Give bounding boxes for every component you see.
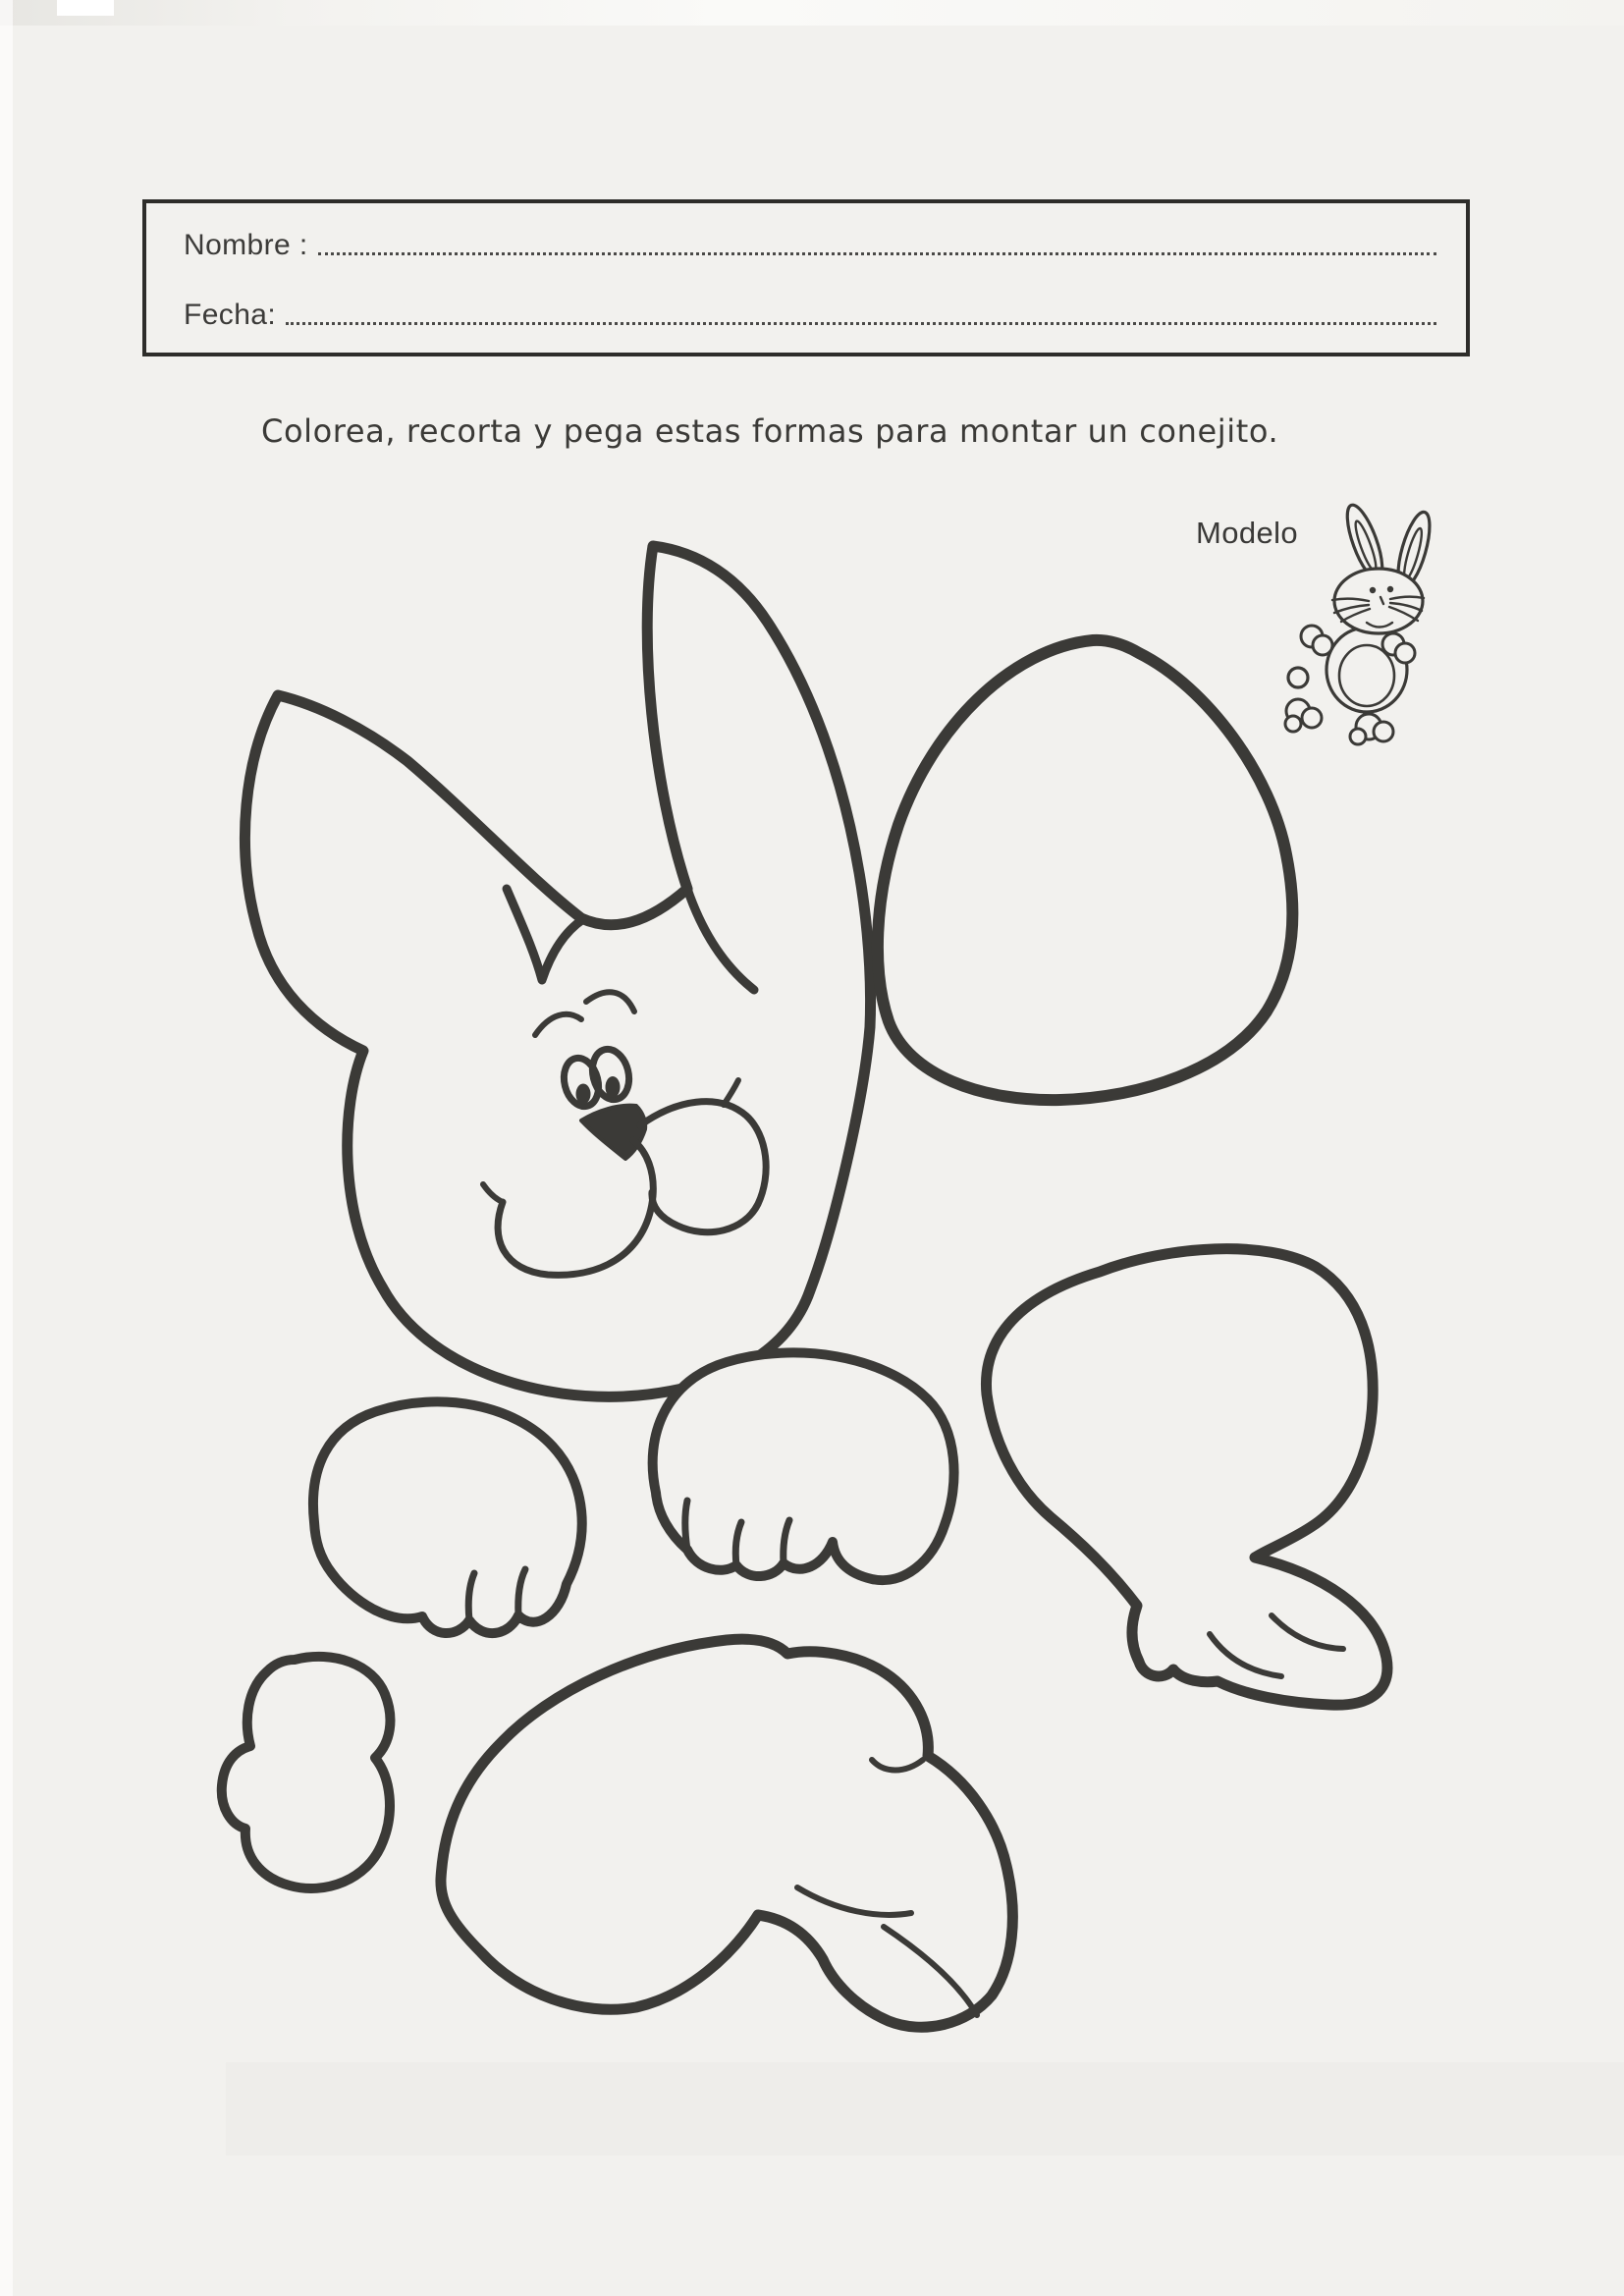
right-front-paw-shape xyxy=(653,1352,954,1580)
name-label: Nombre : xyxy=(184,229,308,261)
egg-body-shape xyxy=(878,640,1292,1100)
hind-foot-shape xyxy=(441,1639,1012,2027)
instruction-text: Colorea, recorta y pega estas formas para montar un conejito. xyxy=(261,412,1279,450)
modelo-label: Modelo xyxy=(1196,516,1299,550)
date-label: Fecha: xyxy=(184,299,277,331)
model-bunny-illustration xyxy=(1285,501,1436,744)
left-front-paw-shape xyxy=(313,1401,582,1633)
bunny-head-shape xyxy=(244,546,870,1396)
tail-shape xyxy=(222,1657,391,1888)
back-leg-shape xyxy=(986,1249,1386,1705)
